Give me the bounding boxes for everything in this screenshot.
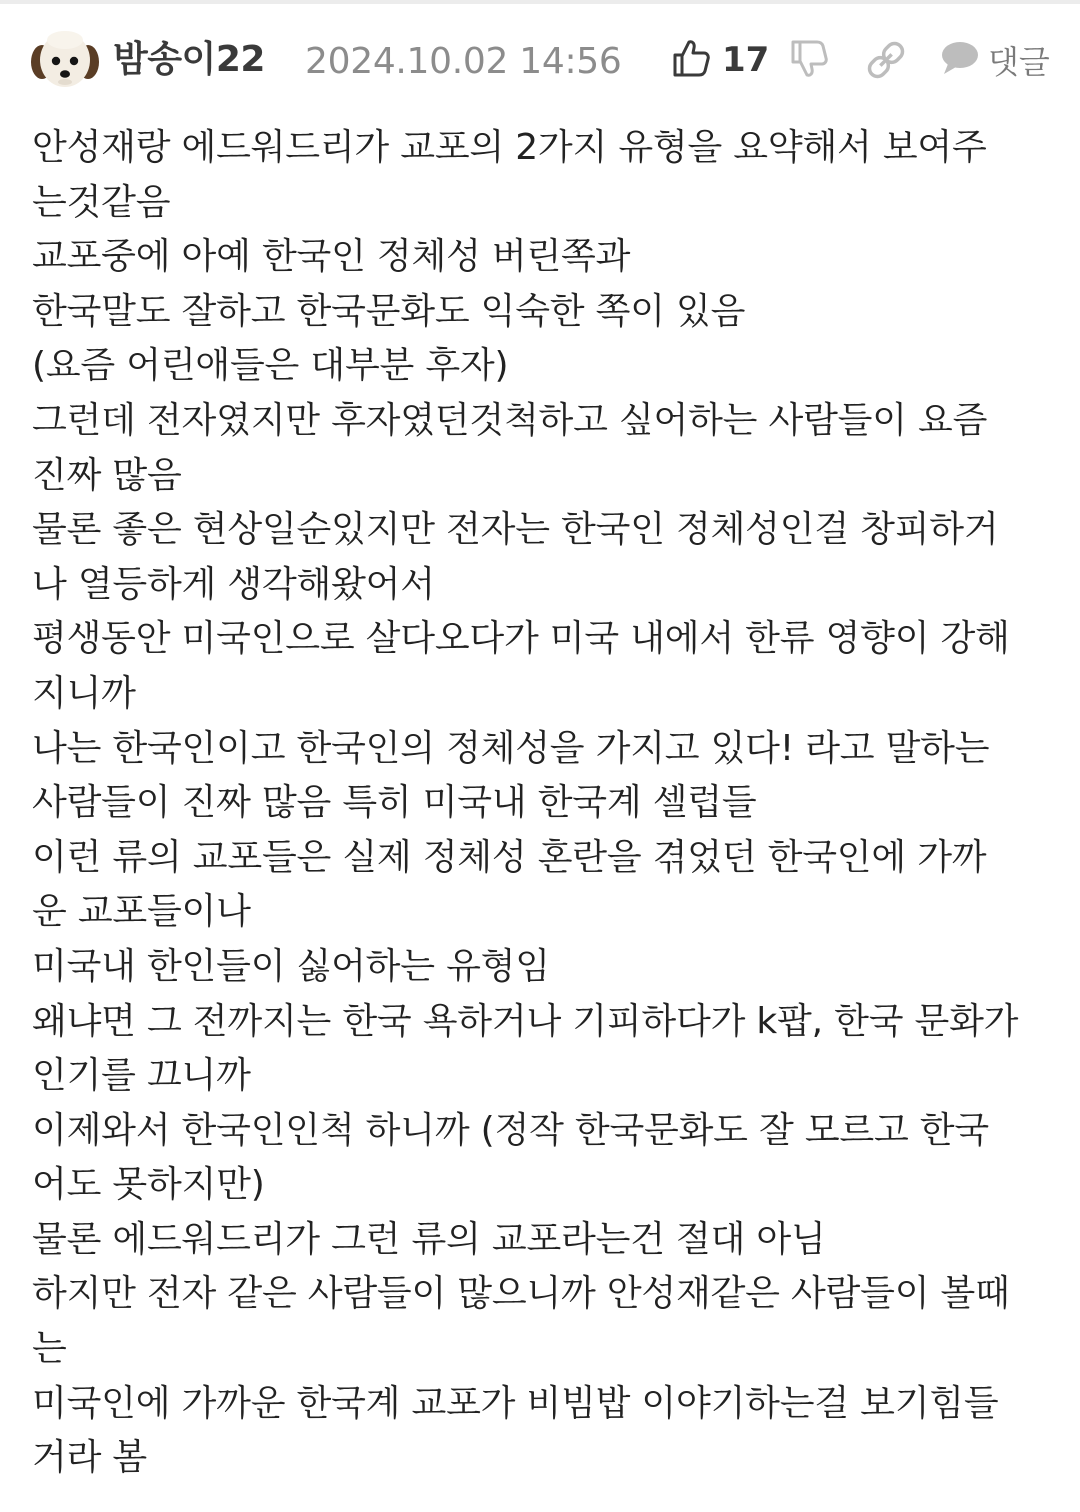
- top-divider: [0, 0, 1080, 4]
- link-icon: [864, 67, 908, 86]
- dislike-button[interactable]: [790, 38, 830, 82]
- link-button[interactable]: [864, 38, 908, 82]
- like-count: 17: [722, 40, 770, 80]
- thumbs-up-icon: [672, 38, 710, 82]
- comment-body: 안성재랑 에드워드리가 교포의 2가지 유형을 요약해서 보여주 는것같음 교포중에 아예 한국인 정체성 버린쪽과 한국말도 잘하고 한국문화도 익숙한 쪽이 있음 (요즘 어린애들은 대부분 후자) 그런데 전자였지만 후자였던것척하고 싶어하는 사람들이 요즘 진짜 많음 물론 좋은 현상일순있지만 전자는 한국인 정체성인걸 창피하거 나 열등하게 생각해왔어서 평생동안 미국인으로 살다오다가 미국 내에서 한류 영향이 강해 지니까 나는 한국인이고 한국인의 정체성을 가지고 있다! 라고 말하는 사람들이 진짜 많음 특히 미국내 한국계 셀럽들 이런 류의 교포들은 실제 정체성 혼란을 겪었던 한국인에 가까 운 교포들이나 미국내 한인들이 싫어하는 유형임 왜냐면 그 전까지는 한국 욕하거나 기피하다가 k팝, 한국 문화가 인기를 끄니까 이제와서 한국인인척 하니까 (정작 한국문화도 잘 모르고 한국 어도 못하지만) 물론 에드워드리가 그런 류의 교포라는건 절대 아님 하지만 전자 같은 사람들이 많으니까 안성재같은 사람들이 볼때 는 미국인에 가까운 한국계 교포가 비빔밥 이야기하는걸 보기힘들 거라 봄: [32, 127, 1019, 1479]
- reply-label: 댓글: [988, 43, 1050, 81]
- thumbs-down-icon: [790, 65, 828, 84]
- puppy-avatar[interactable]: [30, 28, 100, 94]
- comment-timestamp: 2024.10.02 14:56: [305, 41, 622, 82]
- speech-bubble-icon: [940, 40, 980, 80]
- comment-header: [0, 22, 1080, 100]
- author-name[interactable]: 밤송이22: [113, 39, 265, 80]
- like-button[interactable]: [672, 36, 769, 84]
- reply-button[interactable]: [940, 36, 1050, 84]
